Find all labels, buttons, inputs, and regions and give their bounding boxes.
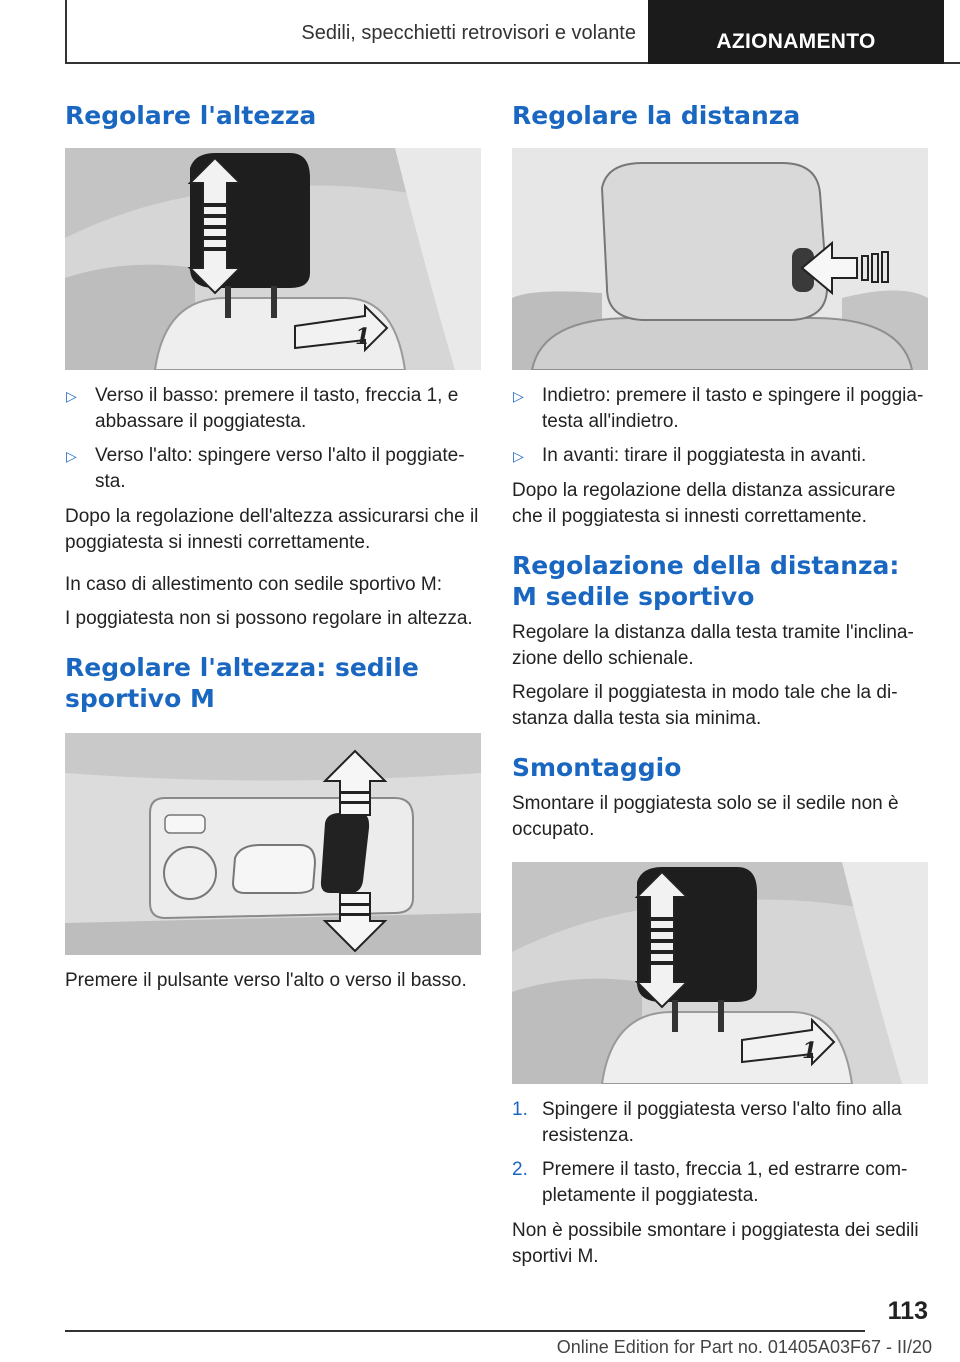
list-item: ▷ Verso l'alto: spingere verso l'alto il poggiatesta. xyxy=(66,445,465,492)
heading-adjust-height: Regolare l'altezza xyxy=(65,101,317,130)
figure-headrest-removal xyxy=(512,862,928,1084)
paragraph: Dopo la regolazione della distanza assicurare che il poggiatesta si innesti correttamente. xyxy=(512,480,896,527)
paragraph: In caso di allestimento con sedile sportivo M: xyxy=(65,574,443,595)
page-number: 113 xyxy=(887,1297,928,1325)
height-bullets xyxy=(65,383,481,495)
paragraph: I poggiatesta non si possono regolare in altezza. xyxy=(65,608,473,629)
heading-sport-seat-height: Regolare l'altezza: sedile sportivo M xyxy=(65,653,419,713)
paragraph: Smontare il poggiatesta solo se il sedile non è occupato. xyxy=(512,793,899,840)
list-item: ▷ Verso il basso: premere il tasto, freccia 1, e abbassare il poggiatesta. xyxy=(66,385,459,432)
callout-1: 1 xyxy=(355,324,371,350)
paragraph: Dopo la regolazione dell'altezza assicurarsi che il poggiatesta si innesti correttamente. xyxy=(65,506,479,553)
list-item: 2. Premere il tasto, freccia 1, ed estrarre completamente il poggiatesta. xyxy=(512,1159,908,1206)
distance-bullets xyxy=(512,383,928,469)
triangle-bullet-icon: ▷ xyxy=(513,448,524,464)
removal-steps xyxy=(512,1097,928,1209)
header-divider xyxy=(65,0,67,64)
heading-removal: Smontaggio xyxy=(512,753,682,782)
paragraph: Regolare la distanza dalla testa tramite l'inclinazione dello schienale. xyxy=(512,622,914,669)
list-item: ▷ Indietro: premere il tasto e spingere il poggiatesta all'indietro. xyxy=(513,385,924,432)
paragraph: Premere il pulsante verso l'alto o verso il basso. xyxy=(65,970,467,991)
figure-headrest-height xyxy=(65,148,481,370)
right-column xyxy=(512,100,928,1270)
triangle-bullet-icon: ▷ xyxy=(513,388,524,404)
footer-rule xyxy=(65,1330,865,1332)
step-number: 1. xyxy=(512,1099,528,1120)
heading-adjust-distance: Regolare la distanza xyxy=(512,101,801,130)
section-title: Sedili, specchietti retrovisori e volante xyxy=(301,22,636,44)
list-item: 1. Spingere il poggiatesta verso l'alto fino alla resistenza. xyxy=(512,1099,902,1146)
paragraph: Non è possibile smontare i poggiatesta dei sedili sportivi M. xyxy=(512,1220,919,1267)
callout-1: 1 xyxy=(802,1038,818,1064)
step-number: 2. xyxy=(512,1159,528,1180)
heading-sport-seat-distance: Regolazione della distanza: M sedile sportivo xyxy=(512,551,900,611)
triangle-bullet-icon: ▷ xyxy=(66,448,77,464)
list-item: ▷ In avanti: tirare il poggiatesta in avanti. xyxy=(512,443,928,469)
left-column xyxy=(65,100,481,994)
paragraph: Regolare il poggiatesta in modo tale che la distanza dalla testa sia minima. xyxy=(512,682,898,729)
chapter-tab[interactable]: AZIONAMENTO xyxy=(648,0,944,64)
figure-headrest-distance xyxy=(512,148,928,370)
figure-sport-seat-button xyxy=(65,733,481,955)
edition-label: Online Edition for Part no. 01405A03F67 - II/20 xyxy=(556,1337,932,1357)
triangle-bullet-icon: ▷ xyxy=(66,388,77,404)
